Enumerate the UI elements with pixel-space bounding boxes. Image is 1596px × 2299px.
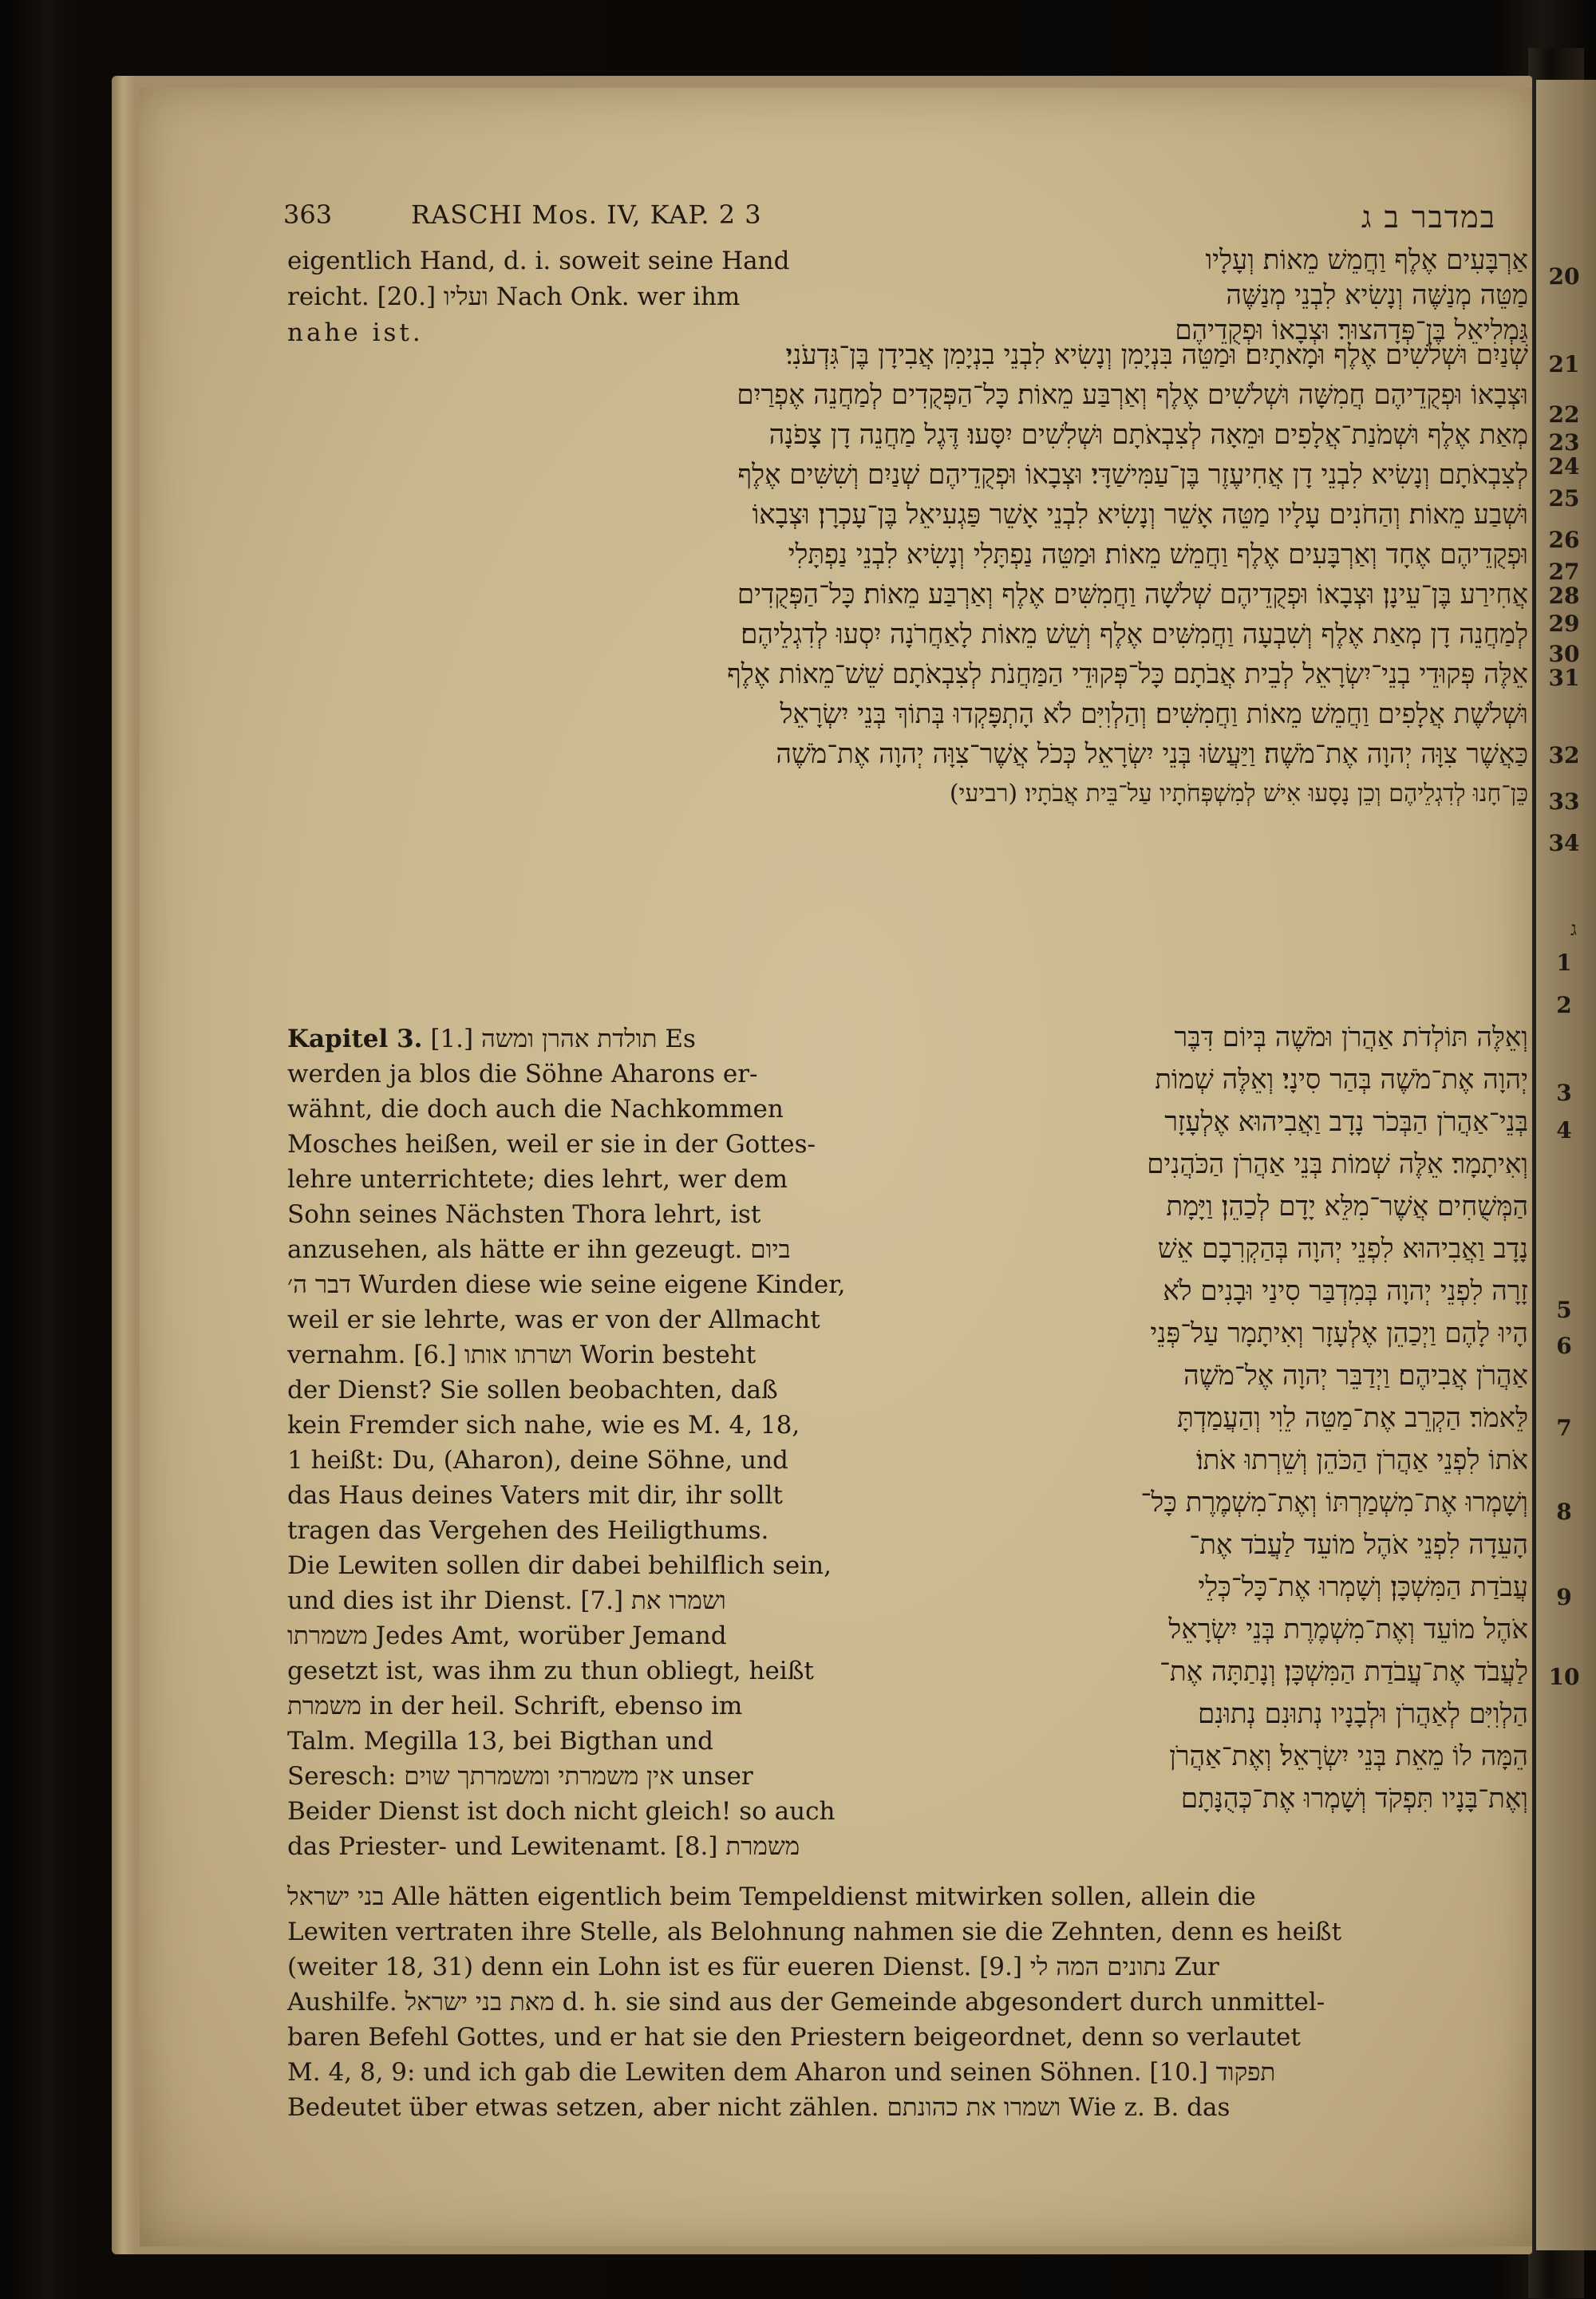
- hebrew-line: הַלְוִיִּם לְאַהֲרֹן וּלְבָנָיו נְתוּנִם נְתוּנִם: [1198, 1698, 1528, 1730]
- hebrew-line: אַהֲרֹן אֲבִיהֶם׃ וַיְדַבֵּר יְהוָה אֶל־מֹשֶׁה: [1183, 1360, 1528, 1392]
- verse-number: 1: [1556, 950, 1572, 976]
- commentary-line: wähnt, die doch auch die Nachkommen: [287, 1095, 784, 1124]
- hebrew-line: הָיוּ לָהֶם וַיְכַהֵן אֶלְעָזָר וְאִיתָמָר עַל־פְּנֵי: [1150, 1317, 1528, 1349]
- commentary-line: der Dienst? Sie sollen beobachten, daß: [287, 1376, 778, 1404]
- hebrew-line: אֲחִירַע בֶּן־עֵינָן׃ וּצְבָאוֹ וּפְקֻדֵיהֶם שְׁלֹשָׁה וַחֲמִשִּׁים אֶלֶף וְאַרְבַּע מֵאוֹת׃ כָּל־הַפְּקֻדִים: [737, 579, 1528, 610]
- commentary-line: 1 heißt: Du, (Aharon), deine Söhne, und: [287, 1446, 788, 1475]
- hebrew-line: לְמַחֲנֵה דָן מְאַת אֶלֶף וְשִׁבְעָה וַחֲמִשִּׁים אֶלֶף וְשֵׁשׁ מֵאוֹת לָאַחֲרֹנָה יִסְעוּ לְדִגְלֵיהֶם׃: [741, 618, 1528, 650]
- commentary-line: משמרתו Jedes Amt, worüber Jemand: [287, 1622, 727, 1650]
- verse-number: 7: [1556, 1415, 1572, 1441]
- commentary-line: das Haus deines Vaters mit dir, ihr sollt: [287, 1481, 783, 1510]
- verse-number: 29: [1548, 610, 1580, 637]
- verse-number: 30: [1548, 641, 1580, 667]
- hebrew-line: מַטֵּה מְנַשֶּׁה וְנָשִׂיא לִבְנֵי מְנַשֶּׁה: [1226, 279, 1528, 311]
- commentary-line: Seresch: אין משמרתי ומשמרתך שוים unser: [287, 1762, 753, 1791]
- commentary-line: Talm. Megilla 13, bei Bigthan und: [287, 1727, 713, 1756]
- hebrew-line: וְאִיתָמָר׃ אֵלֶּה שְׁמוֹת בְּנֵי אַהֲרֹן הַכֹּהֲנִים: [1147, 1148, 1528, 1180]
- verse-number: 4: [1556, 1117, 1572, 1144]
- commentary-line: und dies ist ihr Dienst. [7.] ושמרו את: [287, 1586, 726, 1615]
- hebrew-line: וּפְקֻדֵיהֶם אֶחָד וְאַרְבָּעִים אֶלֶף וַחֲמֵשׁ מֵאוֹת׃ וּמַטֵּה נַפְתָּלִי וְנָשִׂיא לִבְנֵי נַפְתָּלִי: [788, 539, 1528, 571]
- hebrew-line: שְׁנַיִם וּשְׁלֹשִׁים אֶלֶף וּמָאתָיִם׃ וּמַטֵּה בִּנְיָמִן וְנָשִׂיא לִבְנֵי בִנְיָמִן אֲבִידָן בֶּן־גִּדְעֹנִי׃: [785, 339, 1528, 371]
- commentary-line: gesetzt ist, was ihm zu thun obliegt, heißt: [287, 1657, 814, 1685]
- verse-number: 26: [1548, 527, 1580, 553]
- commentary-line: tragen das Vergehen des Heiligthums.: [287, 1516, 769, 1545]
- verse-number: 32: [1548, 742, 1580, 768]
- commentary-line: vernahm. [6.] ושרתו אותו Worin besteht: [287, 1341, 757, 1369]
- hebrew-line: וּשְׁבַע מֵאוֹת׃ וְהַחֹנִים עָלָיו מַטֵּה אָשֵׁר וְנָשִׂיא לִבְנֵי אָשֵׁר פַּגְעִיאֵל בֶּן־עָכְרָן׃ וּצְבָאוֹ: [752, 499, 1528, 531]
- running-title: RASCHI Mos. IV, KAP. 2 3: [411, 199, 762, 230]
- commentary-line: Kapitel 3. [1.] תולדת אהרן ומשה Es: [287, 1025, 696, 1053]
- verse-number: 23: [1548, 429, 1580, 456]
- page-number: 363: [283, 199, 333, 230]
- verse-number: 21: [1548, 351, 1580, 377]
- commentary-line: (weiter 18, 31) denn ein Lohn ist es für eueren Dienst. [9.] נתונים המה לי Zur: [287, 1953, 1219, 1981]
- commentary-line: weil er sie lehrte, was er von der Allmacht: [287, 1306, 820, 1334]
- hebrew-line: לְצִבְאֹתָם וְנָשִׂיא לִבְנֵי דָן אֲחִיעֶזֶר בֶּן־עַמִּישַׁדָּי׃ וּצְבָאוֹ וּפְקֻדֵיהֶם שְׁנַיִם וְשִׁשִּׁים אֶלֶף: [737, 459, 1528, 491]
- verse-number-column: [1540, 88, 1596, 2246]
- commentary-line: Bedeutet über etwas setzen, aber nicht zählen. ושמרו את כהונתם Wie z. B. das: [287, 2093, 1231, 2122]
- verse-number: 2: [1556, 992, 1572, 1018]
- verse-number: 8: [1556, 1499, 1572, 1525]
- verse-number: 34: [1548, 830, 1580, 856]
- commentary-line: eigentlich Hand, d. i. soweit seine Hand: [287, 247, 790, 275]
- commentary-line: anzusehen, als hätte er ihn gezeugt. ביום: [287, 1235, 791, 1264]
- hebrew-line: הֵמָּה לוֹ מֵאֵת בְּנֵי יִשְׂרָאֵל׃ וְאֶת־אַהֲרֹן: [1169, 1740, 1528, 1772]
- hebrew-line: בְּנֵי־אַהֲרֹן הַבְּכֹר נָדָב וַאֲבִיהוּא אֶלְעָזָר: [1164, 1106, 1528, 1138]
- verse-number: 3: [1556, 1080, 1572, 1106]
- verse-number: 24: [1548, 453, 1580, 480]
- hebrew-line: אֹתוֹ לִפְנֵי אַהֲרֹן הַכֹּהֵן וְשֵׁרְתוּ אֹתוֹ׃: [1195, 1444, 1528, 1476]
- verse-number: 5: [1556, 1297, 1572, 1323]
- verse-number: 25: [1548, 485, 1580, 512]
- hebrew-line: יְהוָה אֶת־מֹשֶׁה בְּהַר סִינָי׃ וְאֵלֶּה שְׁמוֹת: [1155, 1064, 1528, 1096]
- hebrew-line: כַּאֲשֶׁר צִוָּה יְהוָה אֶת־מֹשֶׁה׃ וַיַּעֲשׂוּ בְּנֵי יִשְׂרָאֵל כְּכֹל אֲשֶׁר־צִוָּה יְהוָה אֶת־מֹשֶׁה: [776, 738, 1528, 770]
- hebrew-line: אַרְבָּעִים אֶלֶף וַחֲמֵשׁ מֵאוֹת׃ וְעָלָיו: [1205, 244, 1528, 276]
- verse-number: 6: [1556, 1333, 1572, 1359]
- hebrew-line: עֲבֹדַת הַמִּשְׁכָּן׃ וְשָׁמְרוּ אֶת־כָּל־כְּלֵי: [1198, 1571, 1528, 1603]
- commentary-line: kein Fremder sich nahe, wie es M. 4, 18,: [287, 1411, 800, 1440]
- hebrew-line: זָרָה לִפְנֵי יְהוָה בְּמִדְבַּר סִינַי וּבָנִים לֹא: [1163, 1275, 1528, 1307]
- hebrew-line: לַעֲבֹד אֶת־עֲבֹדַת הַמִּשְׁכָּן׃ וְנָתַתָּה אֶת־: [1159, 1656, 1528, 1688]
- hebrew-line: הָעֵדָה לִפְנֵי אֹהֶל מוֹעֵד לַעֲבֹד אֶת־: [1189, 1529, 1528, 1561]
- hebrew-line: וְאֵלֶּה תּוֹלְדֹת אַהֲרֹן וּמֹשֶׁה בְּיוֹם דִּבֶּר: [1174, 1021, 1528, 1053]
- verse-number: 20: [1548, 263, 1580, 290]
- chapter-marker: ג: [1570, 918, 1577, 940]
- hebrew-line: נָדָב וַאֲבִיהוּא לִפְנֵי יְהוָה בְּהַקְרִבָם אֵשׁ: [1157, 1233, 1528, 1265]
- verse-number: 27: [1548, 559, 1580, 585]
- commentary-line: Sohn seines Nächsten Thora lehrt, ist: [287, 1200, 761, 1229]
- commentary-line: baren Befehl Gottes, und er hat sie den Priestern beigeordnet, denn so verlautet: [287, 2023, 1301, 2052]
- commentary-line: Lewiten vertraten ihre Stelle, als Belohnung nahmen sie die Zehnten, denn es heißt: [287, 1918, 1342, 1946]
- commentary-line: משמרת in der heil. Schrift, ebenso im: [287, 1692, 743, 1720]
- hebrew-line: אֹהֶל מוֹעֵד וְאֶת־מִשְׁמֶרֶת בְּנֵי יִשְׂרָאֵל: [1168, 1614, 1528, 1645]
- hebrew-line: וְאֶת־בָּנָיו תִּפְקֹד וְשָׁמְרוּ אֶת־כְּהֻנָּתָם: [1180, 1783, 1528, 1815]
- hebrew-line: לֵּאמֹר׃ הַקְרֵב אֶת־מַטֵּה לֵוִי וְהַעֲמַדְתָּ: [1177, 1402, 1528, 1434]
- hebrew-line: כֵּן־חָנוּ לְדִגְלֵיהֶם וְכֵן נָסָעוּ אִישׁ לְמִשְׁפְּחֹתָיו עַל־בֵּית אֲבֹתָיו׃ (רביעי): [949, 780, 1528, 808]
- commentary-line: das Priester- und Lewitenamt. [8.] משמרת: [287, 1832, 800, 1861]
- hebrew-line: הַמְּשֻׁחִים אֲשֶׁר־מִלֵּא יָדָם לְכַהֵן׃ וַיָּמָת: [1166, 1191, 1528, 1223]
- hebrew-line: וּצְבָאוֹ וּפְקֻדֵיהֶם חֲמִשָּׁה וּשְׁלֹשִׁים אֶלֶף וְאַרְבַּע מֵאוֹת׃ כָּל־הַפְּקֻדִים לְמַחֲנֵה אֶפְרַיִם: [737, 379, 1528, 411]
- commentary-line: werden ja blos die Söhne Aharons er-: [287, 1060, 758, 1088]
- hebrew-line: אֵלֶּה פְּקוּדֵי בְנֵי־יִשְׂרָאֵל לְבֵית אֲבֹתָם כָּל־פְּקוּדֵי הַמַּחֲנֹת לְצִבְאֹתָם שֵׁשׁ־מֵאוֹת אֶלֶף: [727, 658, 1528, 690]
- hebrew-line: מְאַת אֶלֶף וּשְׁמֹנַת־אֲלָפִים וּמֵאָה לְצִבְאֹתָם וּשְׁלִשִׁים יִסָּעוּ׃ דֶּגֶל מַחֲנֵה דָן צָפֹנָה: [768, 419, 1528, 451]
- verse-number: 9: [1556, 1584, 1572, 1610]
- hebrew-running-title: במדבר ב ג: [1361, 199, 1496, 235]
- book-page: [140, 88, 1580, 2246]
- commentary-line: M. 4, 8, 9: und ich gab die Lewiten dem Aharon und seinen Söhnen. [10.] תפקוד: [287, 2058, 1276, 2087]
- commentary-line: lehre unterrichtete; dies lehrt, wer dem: [287, 1165, 788, 1194]
- verse-number: 22: [1548, 401, 1580, 428]
- verse-number: 31: [1548, 665, 1580, 691]
- hebrew-line: וְשָׁמְרוּ אֶת־מִשְׁמַרְתּוֹ וְאֶת־מִשְׁמֶרֶת כָּל־: [1140, 1487, 1528, 1519]
- verse-number: 28: [1548, 583, 1580, 609]
- commentary-line: nahe ist.: [287, 318, 424, 347]
- hebrew-line: גַּמְלִיאֵל בֶּן־פְּדָהצוּר׃ וּצְבָאוֹ וּפְקֻדֵיהֶם: [1175, 314, 1528, 346]
- commentary-line: Beider Dienst ist doch nicht gleich! so auch: [287, 1797, 836, 1826]
- hebrew-line: וּשְׁלֹשֶׁת אֲלָפִים וַחֲמֵשׁ מֵאוֹת וַחֲמִשִּׁים׃ וְהַלְוִיִּם לֹא הָתְפָּקְדוּ בְּתוֹךְ בְּנֵי יִשְׂרָאֵל: [780, 698, 1528, 730]
- commentary-line: Aushilfe. מאת בני ישראל d. h. sie sind aus der Gemeinde abgesondert durch unmittel-: [287, 1988, 1325, 2017]
- commentary-line: דבר ה׳ Wurden diese wie seine eigene Kinder,: [287, 1270, 846, 1299]
- commentary-line: Die Lewiten sollen dir dabei behilflich sein,: [287, 1551, 832, 1580]
- commentary-line: reicht. [20.] ועליו Nach Onk. wer ihm: [287, 282, 741, 311]
- verse-number: 10: [1548, 1664, 1580, 1690]
- commentary-line: Mosches heißen, weil er sie in der Gottes-: [287, 1130, 816, 1159]
- commentary-line: בני ישראל Alle hätten eigentlich beim Tempeldienst mitwirken sollen, allein die: [287, 1882, 1256, 1911]
- verse-number: 33: [1548, 788, 1580, 815]
- chapter-label: Kapitel 3.: [287, 1025, 423, 1053]
